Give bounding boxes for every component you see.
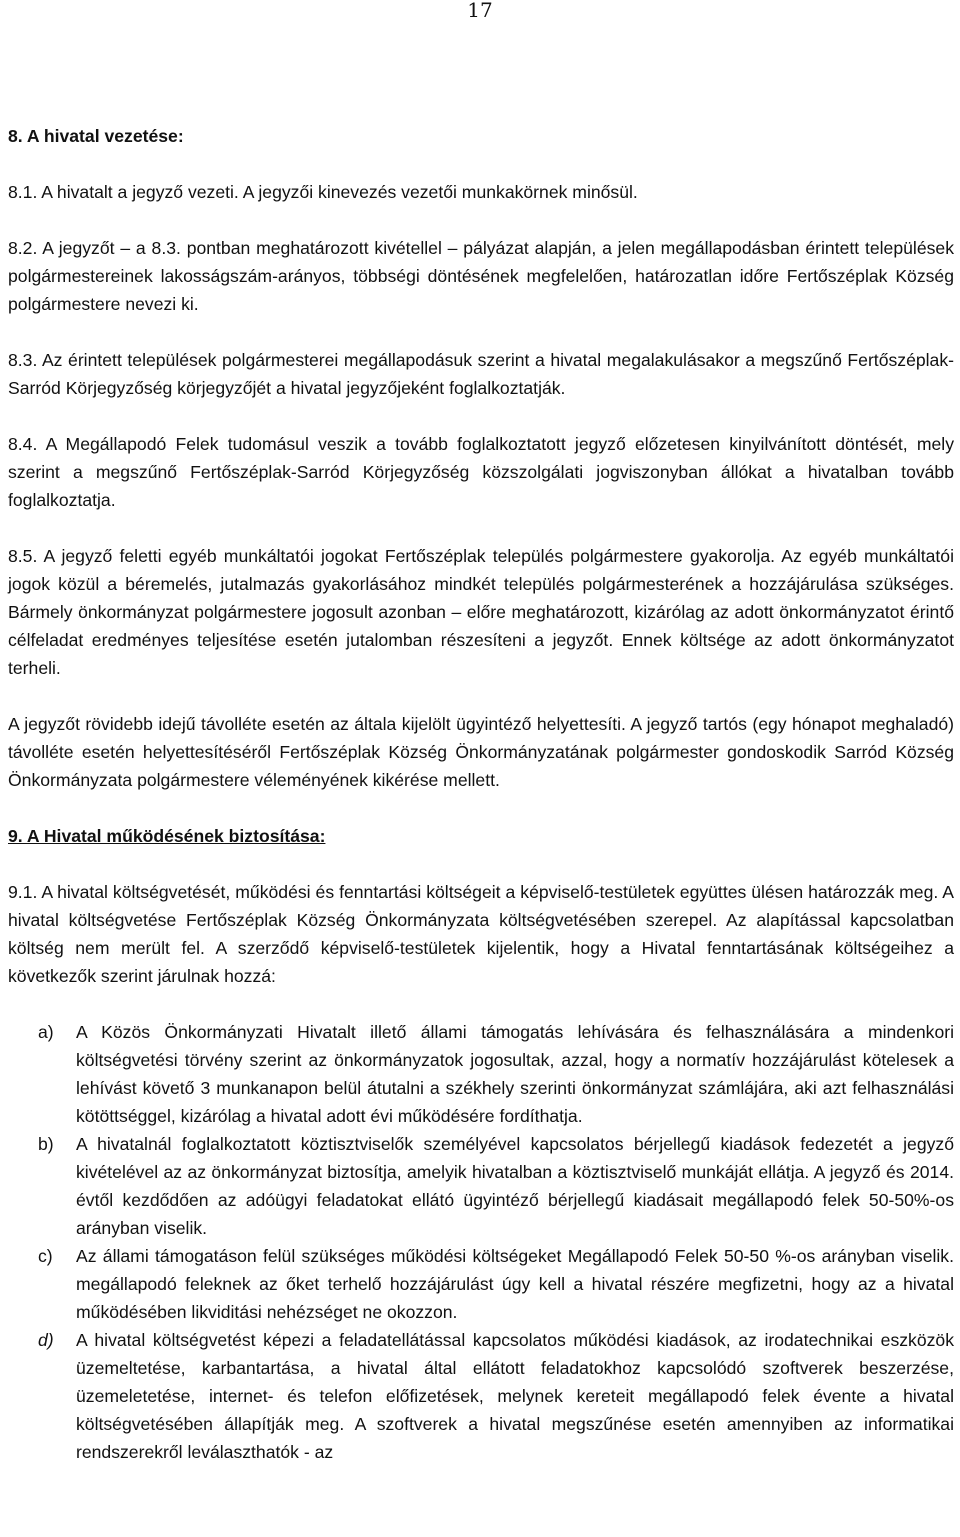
list-item-text: Az állami támogatáson felül szükséges működési költségeket Megállapodó Felek 50-50 %-os arányban viselik. megállapodó feleknek az őket terhelő hozzájárulást úgy kell a hivatal részére megfizetni, hogy az a hivatal működésében likviditási nehézséget ne okozzon. [76,1246,954,1322]
paragraph-8-3: 8.3. Az érintett települések polgármesterei megállapodásuk szerint a hivatal megalakulásakor a megszűnő Fertőszéplak-Sarród Körjegyzőség körjegyzőjét a hivatal jegyzőjeként foglalkoztatják. [8,350,954,398]
paragraph-8-5: 8.5. A jegyző feletti egyéb munkáltatói jogokat Fertőszéplak település polgármestere gyakorolja. Az egyéb munkáltatói jogok közül a béremelés, jutalmazás gyakorlásához mindkét település polgármesterének a hozzájárulása szükséges. Bármely önkormányzat polgármestere jogosult azonban – előre meghatározott, kizárólag az adott önkormányzatot érintő célfeladat eredményes teljesítése esetén jutalomban részesíteni a jegyzőt. Ennek költsége az adott önkormányzatot terheli. [8,546,954,678]
list-item [8,1018,954,1130]
paragraph-9-1: 9.1. A hivatal költségvetését, működési és fenntartási költségeit a képviselő-testületek együttes ülésen határozzák meg. A hivatal költségvetése Fertőszéplak Község Önkormányzata költségvetésében szerepel. Az alapítással kapcsolatban költség nem merült fel. A szerződő képviselő-testületek kijelentik, hogy a Hivatal fenntartásának költségeihez a következők szerint járulnak hozzá: [8,882,954,986]
list-marker: a) [38,1022,54,1042]
list-item [8,1326,954,1466]
list-marker: d) [38,1330,54,1350]
section-8-heading: 8. A hivatal vezetése: [8,126,184,146]
list-item-text: A hivatal költségvetést képezi a feladatellátással kapcsolatos működési kiadások, az irodatechnikai eszközök üzemeltetése, karbantartása, a hivatal által ellátott feladatokhoz kapcsolódó szoftverek beszerzése, üzemeletetése, internet- és telefon előfizetések, melynek kereteit megállapodó felek évente a hivatal költségvetésében állapítják meg. A szoftverek a hivatal megszűnése esetén amennyiben az informatikai rendszerekről leválaszthatók - az [76,1330,954,1462]
list-item [8,1242,954,1326]
list-item-text: A Közös Önkormányzati Hivatalt illető állami támogatás lehívására és felhasználására a mindenkori költségvetési törvény szerint az önkormányzatok jogosultak, azzal, hogy a normatív hozzájárulást kötelesek a lehívást követő 3 munkanapon belül átutalni a székhely szerinti önkormányzat számlájára, aki azt felhasználási kötöttséggel, kizárólag a hivatal adott évi működésére fordíthatja. [76,1022,954,1126]
cost-sharing-list [8,1018,954,1466]
document-body [8,122,954,1466]
list-marker: b) [38,1134,54,1154]
list-item-text: A hivatalnál foglalkoztatott köztisztviselők személyével kapcsolatos bérjellegű kiadások fedezetét a jegyző kivételével az az önkormányzat biztosítja, amelyik hivatalban a köztisztviselő munkáját ellátja. A jegyző és 2014. évtől kezdődően az adóügyi feladatokat ellátó ügyintéző bérjellegű kiadásait megállapodó felek 50-50%-os arányban viselik. [76,1134,954,1238]
paragraph-8-2: 8.2. A jegyzőt – a 8.3. pontban meghatározott kivétellel – pályázat alapján, a jelen megállapodásban érintett települések polgármestereinek lakosságszám-arányos, többségi döntésének megfelelően, határozatlan időre Fertőszéplak Község polgármestere nevezi ki. [8,238,954,314]
list-item [8,1130,954,1242]
page-number: 17 [467,0,493,22]
paragraph-8-4: 8.4. A Megállapodó Felek tudomásul veszik a tovább foglalkoztatott jegyző előzetesen kinyilvánított döntését, mely szerint a megszűnő Fertőszéplak-Sarród Körjegyzőség közszolgálati jogviszonyban állókat a hivatalban tovább foglalkoztatja. [8,434,954,510]
paragraph-substitution: A jegyzőt rövidebb idejű távolléte esetén az általa kijelölt ügyintéző helyettesíti. A jegyző tartós (egy hónapot meghaladó) távolléte esetén helyettesítéséről Fertőszéplak Község Önkormányzatának polgármester gondoskodik Sarród Község Önkormányzata polgármestere véleményének kikérése mellett. [8,714,954,790]
section-9-heading: 9. A Hivatal működésének biztosítása: [8,826,326,846]
paragraph-8-1: 8.1. A hivatalt a jegyző vezeti. A jegyzői kinevezés vezetői munkakörnek minősül. [8,182,638,202]
list-marker: c) [38,1246,53,1266]
